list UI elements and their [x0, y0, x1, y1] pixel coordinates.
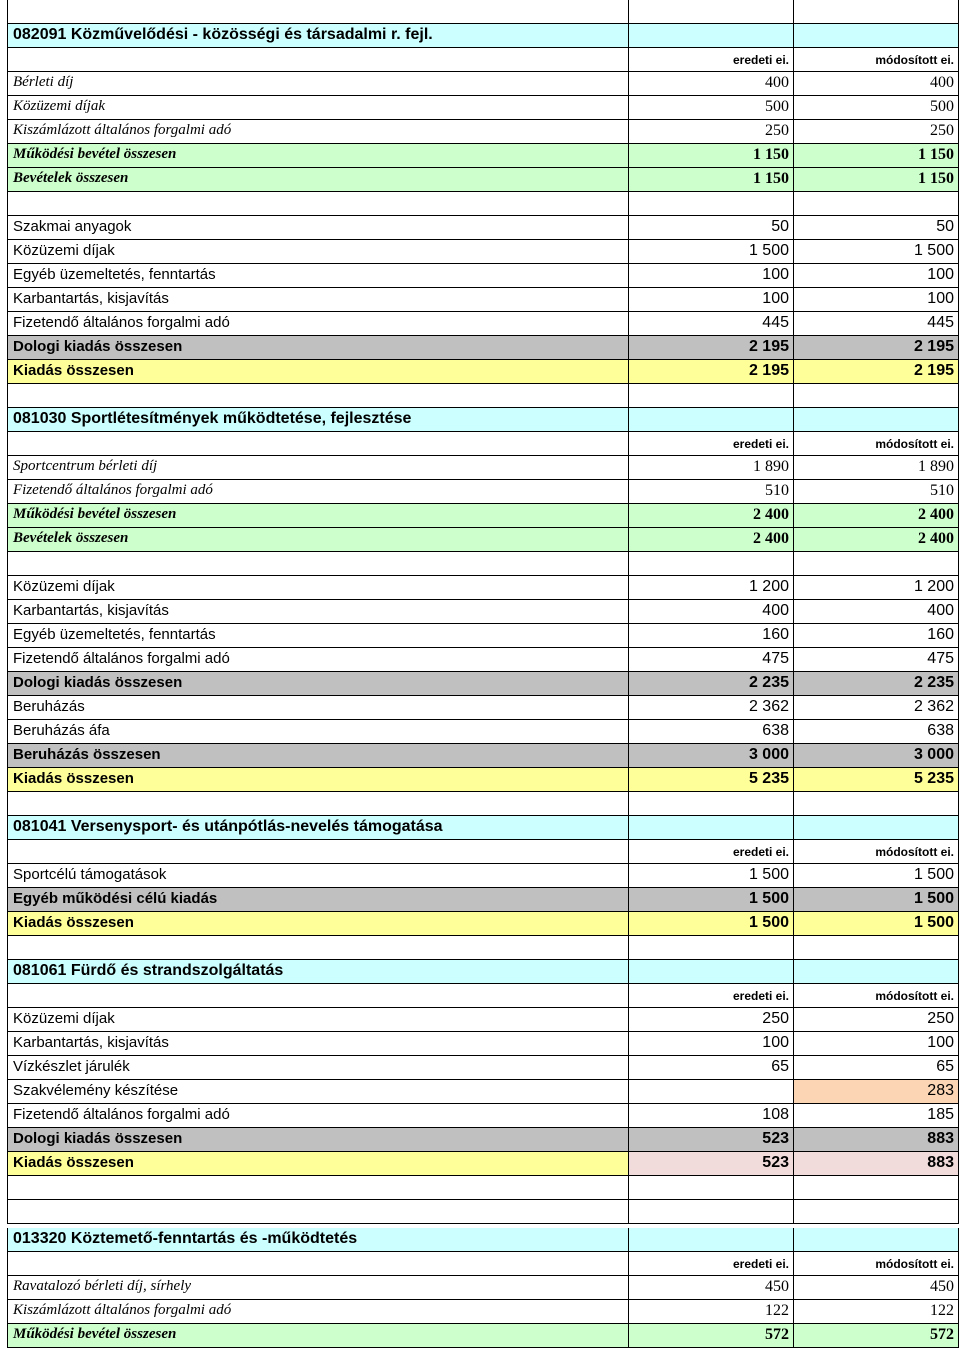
header-spacer [7, 840, 629, 864]
blank-row [7, 1200, 959, 1224]
original-value: 100 [629, 264, 794, 288]
column-header-modified: módosított ei. [794, 1252, 959, 1276]
table-row [7, 1032, 959, 1056]
table-row [7, 240, 959, 264]
modified-value: 883 [794, 1152, 959, 1176]
modified-value: 1 200 [794, 576, 959, 600]
column-header-row [7, 1252, 959, 1276]
income-label: Működési bevétel összesen [7, 1324, 629, 1348]
modified-value: 1 890 [794, 456, 959, 480]
table-row [7, 1324, 959, 1348]
original-value: 108 [629, 1104, 794, 1128]
column-header-original: eredeti ei. [629, 48, 794, 72]
empty-cell [7, 792, 629, 816]
original-value: 638 [629, 720, 794, 744]
empty-cell [629, 384, 794, 408]
expense-label: Közüzemi díjak [7, 576, 629, 600]
table-row [7, 648, 959, 672]
original-value: 1 500 [629, 864, 794, 888]
header-spacer [7, 984, 629, 1008]
expense-label: Beruházás összesen [7, 744, 629, 768]
expense-label: Egyéb működési célú kiadás [7, 888, 629, 912]
empty-cell [7, 1176, 629, 1200]
title-fill [794, 24, 959, 48]
table-row [7, 528, 959, 552]
title-fill [629, 960, 794, 984]
table-row [7, 600, 959, 624]
blank-row [7, 792, 959, 816]
original-value: 475 [629, 648, 794, 672]
empty-cell [629, 552, 794, 576]
empty-cell [7, 1200, 629, 1224]
header-spacer [7, 1252, 629, 1276]
empty-cell [7, 384, 629, 408]
table-row [7, 168, 959, 192]
table-row [7, 1008, 959, 1032]
expense-label: Egyéb üzemeltetés, fenntartás [7, 264, 629, 288]
modified-value: 475 [794, 648, 959, 672]
original-value: 2 235 [629, 672, 794, 696]
original-value: 523 [629, 1128, 794, 1152]
section-title-row [7, 408, 959, 432]
original-value: 400 [629, 600, 794, 624]
empty-cell [629, 1200, 794, 1224]
modified-value: 1 150 [794, 168, 959, 192]
modified-value: 100 [794, 264, 959, 288]
income-label: Bevételek összesen [7, 528, 629, 552]
table-row [7, 672, 959, 696]
section-title-row [7, 24, 959, 48]
modified-value: 500 [794, 96, 959, 120]
original-value: 122 [629, 1300, 794, 1324]
column-header-original: eredeti ei. [629, 432, 794, 456]
income-label: Ravatalozó bérleti díj, sírhely [7, 1276, 629, 1300]
table-row [7, 1104, 959, 1128]
table-row [7, 576, 959, 600]
title-fill [794, 816, 959, 840]
income-label: Kiszámlázott általános forgalmi adó [7, 120, 629, 144]
modified-value: 2 400 [794, 504, 959, 528]
original-value: 2 400 [629, 504, 794, 528]
column-header-original: eredeti ei. [629, 840, 794, 864]
modified-value: 2 400 [794, 528, 959, 552]
section-title: 081061 Fürdő és strandszolgáltatás [7, 960, 629, 984]
blank-row [7, 936, 959, 960]
original-value: 450 [629, 1276, 794, 1300]
header-spacer [7, 48, 629, 72]
expense-label: Szakmai anyagok [7, 216, 629, 240]
column-header-row [7, 984, 959, 1008]
expense-label: Sportcélú támogatások [7, 864, 629, 888]
modified-value: 3 000 [794, 744, 959, 768]
section-title-row [7, 1228, 959, 1252]
income-label: Fizetendő általános forgalmi adó [7, 480, 629, 504]
income-label: Közüzemi díjak [7, 96, 629, 120]
original-value: 523 [629, 1152, 794, 1176]
empty-cell [794, 0, 959, 24]
table-row [7, 288, 959, 312]
expense-label: Fizetendő általános forgalmi adó [7, 648, 629, 672]
modified-value: 2 362 [794, 696, 959, 720]
table-row [7, 768, 959, 792]
expense-label: Karbantartás, kisjavítás [7, 600, 629, 624]
original-value [629, 1080, 794, 1104]
modified-value: 1 150 [794, 144, 959, 168]
original-value: 1 500 [629, 240, 794, 264]
empty-cell [794, 792, 959, 816]
section-title-row [7, 960, 959, 984]
original-value: 100 [629, 288, 794, 312]
section-title: 081041 Versenysport- és utánpótlás-nevelés támogatása [7, 816, 629, 840]
table-row [7, 1152, 959, 1176]
modified-value: 283 [794, 1080, 959, 1104]
table-row [7, 360, 959, 384]
blank-row [7, 192, 959, 216]
original-value: 160 [629, 624, 794, 648]
section-title: 013320 Köztemető-fenntartás és -működtetés [7, 1228, 629, 1252]
title-fill [794, 1228, 959, 1252]
table-row [7, 1056, 959, 1080]
table-row [7, 480, 959, 504]
empty-cell [7, 0, 629, 24]
original-value: 2 400 [629, 528, 794, 552]
section-title: 082091 Közművelődési - közösségi és társadalmi r. fejl. [7, 24, 629, 48]
income-label: Sportcentrum bérleti díj [7, 456, 629, 480]
table-row [7, 720, 959, 744]
income-label: Kiszámlázott általános forgalmi adó [7, 1300, 629, 1324]
original-value: 50 [629, 216, 794, 240]
column-header-modified: módosított ei. [794, 432, 959, 456]
modified-value: 50 [794, 216, 959, 240]
modified-value: 65 [794, 1056, 959, 1080]
expense-label: Karbantartás, kisjavítás [7, 1032, 629, 1056]
original-value: 250 [629, 1008, 794, 1032]
column-header-row [7, 432, 959, 456]
blank-row [7, 552, 959, 576]
column-header-original: eredeti ei. [629, 1252, 794, 1276]
income-label: Működési bevétel összesen [7, 504, 629, 528]
modified-value: 250 [794, 120, 959, 144]
original-value: 1 890 [629, 456, 794, 480]
title-fill [629, 24, 794, 48]
column-header-row [7, 48, 959, 72]
original-value: 1 500 [629, 888, 794, 912]
original-value: 1 200 [629, 576, 794, 600]
original-value: 1 150 [629, 168, 794, 192]
modified-value: 160 [794, 624, 959, 648]
original-value: 3 000 [629, 744, 794, 768]
modified-value: 185 [794, 1104, 959, 1128]
expense-label: Egyéb üzemeltetés, fenntartás [7, 624, 629, 648]
expense-label: Közüzemi díjak [7, 240, 629, 264]
original-value: 2 362 [629, 696, 794, 720]
original-value: 5 235 [629, 768, 794, 792]
blank-row [7, 1176, 959, 1200]
modified-value: 1 500 [794, 864, 959, 888]
modified-value: 5 235 [794, 768, 959, 792]
modified-value: 1 500 [794, 888, 959, 912]
modified-value: 400 [794, 72, 959, 96]
empty-cell [629, 792, 794, 816]
expense-label: Beruházás áfa [7, 720, 629, 744]
modified-value: 100 [794, 1032, 959, 1056]
income-label: Bevételek összesen [7, 168, 629, 192]
column-header-modified: módosított ei. [794, 984, 959, 1008]
modified-value: 100 [794, 288, 959, 312]
blank-row [7, 0, 959, 24]
original-value: 400 [629, 72, 794, 96]
original-value: 2 195 [629, 336, 794, 360]
empty-cell [794, 1200, 959, 1224]
original-value: 510 [629, 480, 794, 504]
expense-label: Dologi kiadás összesen [7, 336, 629, 360]
empty-cell [629, 936, 794, 960]
modified-value: 400 [794, 600, 959, 624]
original-value: 2 195 [629, 360, 794, 384]
table-row [7, 120, 959, 144]
column-header-modified: módosított ei. [794, 48, 959, 72]
table-row [7, 1276, 959, 1300]
table-row [7, 624, 959, 648]
empty-cell [629, 0, 794, 24]
table-row [7, 504, 959, 528]
title-fill [794, 408, 959, 432]
empty-cell [629, 1176, 794, 1200]
table-row [7, 1128, 959, 1152]
table-row [7, 1080, 959, 1104]
expense-label: Kiadás összesen [7, 768, 629, 792]
empty-cell [7, 936, 629, 960]
expense-label: Kiadás összesen [7, 912, 629, 936]
column-header-modified: módosított ei. [794, 840, 959, 864]
empty-cell [794, 384, 959, 408]
empty-cell [794, 192, 959, 216]
table-row [7, 336, 959, 360]
modified-value: 250 [794, 1008, 959, 1032]
original-value: 572 [629, 1324, 794, 1348]
table-row [7, 888, 959, 912]
table-row [7, 456, 959, 480]
income-label: Bérleti díj [7, 72, 629, 96]
table-row [7, 312, 959, 336]
expense-label: Dologi kiadás összesen [7, 672, 629, 696]
empty-cell [7, 192, 629, 216]
modified-value: 638 [794, 720, 959, 744]
section-title-row [7, 816, 959, 840]
title-fill [794, 960, 959, 984]
modified-value: 122 [794, 1300, 959, 1324]
modified-value: 2 195 [794, 360, 959, 384]
income-label: Működési bevétel összesen [7, 144, 629, 168]
modified-value: 2 235 [794, 672, 959, 696]
empty-cell [629, 192, 794, 216]
column-header-row [7, 840, 959, 864]
modified-value: 1 500 [794, 240, 959, 264]
section-title: 081030 Sportlétesítmények működtetése, fejlesztése [7, 408, 629, 432]
expense-label: Kiadás összesen [7, 1152, 629, 1176]
modified-value: 510 [794, 480, 959, 504]
modified-value: 450 [794, 1276, 959, 1300]
expense-label: Karbantartás, kisjavítás [7, 288, 629, 312]
expense-label: Szakvélemény készítése [7, 1080, 629, 1104]
expense-label: Kiadás összesen [7, 360, 629, 384]
modified-value: 572 [794, 1324, 959, 1348]
table-row [7, 216, 959, 240]
table-row [7, 696, 959, 720]
expense-label: Vízkészlet járulék [7, 1056, 629, 1080]
expense-label: Fizetendő általános forgalmi adó [7, 1104, 629, 1128]
table-row [7, 912, 959, 936]
original-value: 1 150 [629, 144, 794, 168]
blank-row [7, 384, 959, 408]
table-row [7, 264, 959, 288]
empty-cell [794, 936, 959, 960]
empty-cell [7, 552, 629, 576]
title-fill [629, 408, 794, 432]
table-row [7, 96, 959, 120]
expense-label: Közüzemi díjak [7, 1008, 629, 1032]
header-spacer [7, 432, 629, 456]
original-value: 1 500 [629, 912, 794, 936]
expense-label: Fizetendő általános forgalmi adó [7, 312, 629, 336]
title-fill [629, 1228, 794, 1252]
empty-cell [794, 1176, 959, 1200]
original-value: 500 [629, 96, 794, 120]
modified-value: 883 [794, 1128, 959, 1152]
expense-label: Beruházás [7, 696, 629, 720]
table-row [7, 144, 959, 168]
modified-value: 1 500 [794, 912, 959, 936]
expense-label: Dologi kiadás összesen [7, 1128, 629, 1152]
original-value: 65 [629, 1056, 794, 1080]
table-row [7, 864, 959, 888]
original-value: 445 [629, 312, 794, 336]
title-fill [629, 816, 794, 840]
column-header-original: eredeti ei. [629, 984, 794, 1008]
table-row [7, 1300, 959, 1324]
table-row [7, 744, 959, 768]
empty-cell [794, 552, 959, 576]
table-row [7, 72, 959, 96]
modified-value: 2 195 [794, 336, 959, 360]
modified-value: 445 [794, 312, 959, 336]
original-value: 250 [629, 120, 794, 144]
original-value: 100 [629, 1032, 794, 1056]
